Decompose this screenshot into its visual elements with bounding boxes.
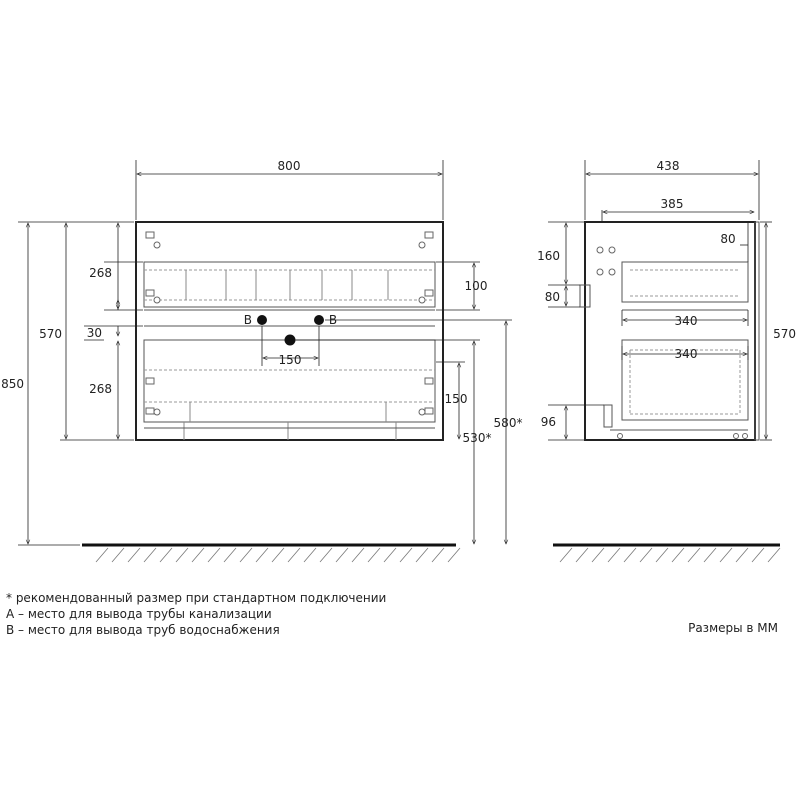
pipe-label-b-right: B (328, 313, 338, 327)
legend-notes (6, 590, 386, 638)
floor-line-side (553, 545, 780, 562)
dim-drawer-depth-lower-340: 340 (674, 347, 698, 361)
dim-body-570: 570 (39, 327, 62, 341)
side-cabinet-outline (585, 222, 755, 440)
dim-pipe-height-580: 580* (493, 416, 523, 430)
front-cabinet-outline (136, 222, 443, 440)
dim-pipe-spacing-150: 150 (278, 353, 302, 367)
water-pipe-left (257, 315, 267, 325)
front-dimension-lines (18, 160, 512, 545)
dim-side-body-570: 570 (773, 327, 796, 341)
floor-line-front (82, 545, 460, 562)
dim-width-800: 800 (277, 159, 301, 173)
units-label: Размеры в ММ (688, 621, 778, 635)
side-view (580, 222, 759, 440)
dim-bottom-recess-150: 150 (444, 392, 468, 406)
note-water-pipes: В – место для вывода труб водоснабжения (6, 623, 280, 637)
dim-top-gap-80: 80 (720, 232, 736, 246)
note-recommended: * рекомендованный размер при стандартном подключении (6, 591, 387, 605)
dim-gap-30: 30 (86, 326, 102, 340)
dim-mount-80: 80 (544, 290, 560, 304)
note-drain-pipe: А – место для вывода трубы канализации (6, 607, 272, 621)
pipe-outlets (244, 313, 337, 346)
side-dimension-labels (537, 159, 796, 429)
dim-bottom-drawer-268: 268 (89, 382, 112, 396)
dim-top-recess-100: 100 (464, 279, 488, 293)
dim-height-850: 850 (1, 377, 24, 391)
dim-bottom-offset-96: 96 (540, 415, 556, 429)
drain-pipe (285, 335, 296, 346)
dim-depth-385: 385 (660, 197, 684, 211)
front-view (136, 222, 443, 440)
dim-top-drawer-268: 268 (89, 266, 112, 280)
dim-drawer-depth-upper-340: 340 (674, 314, 698, 328)
water-pipe-right (314, 315, 324, 325)
dim-depth-438: 438 (656, 159, 680, 173)
dim-upper-offset-160: 160 (537, 249, 560, 263)
pipe-label-b-left: B (243, 313, 252, 327)
dim-pipe-height-530: 530* (462, 431, 492, 445)
